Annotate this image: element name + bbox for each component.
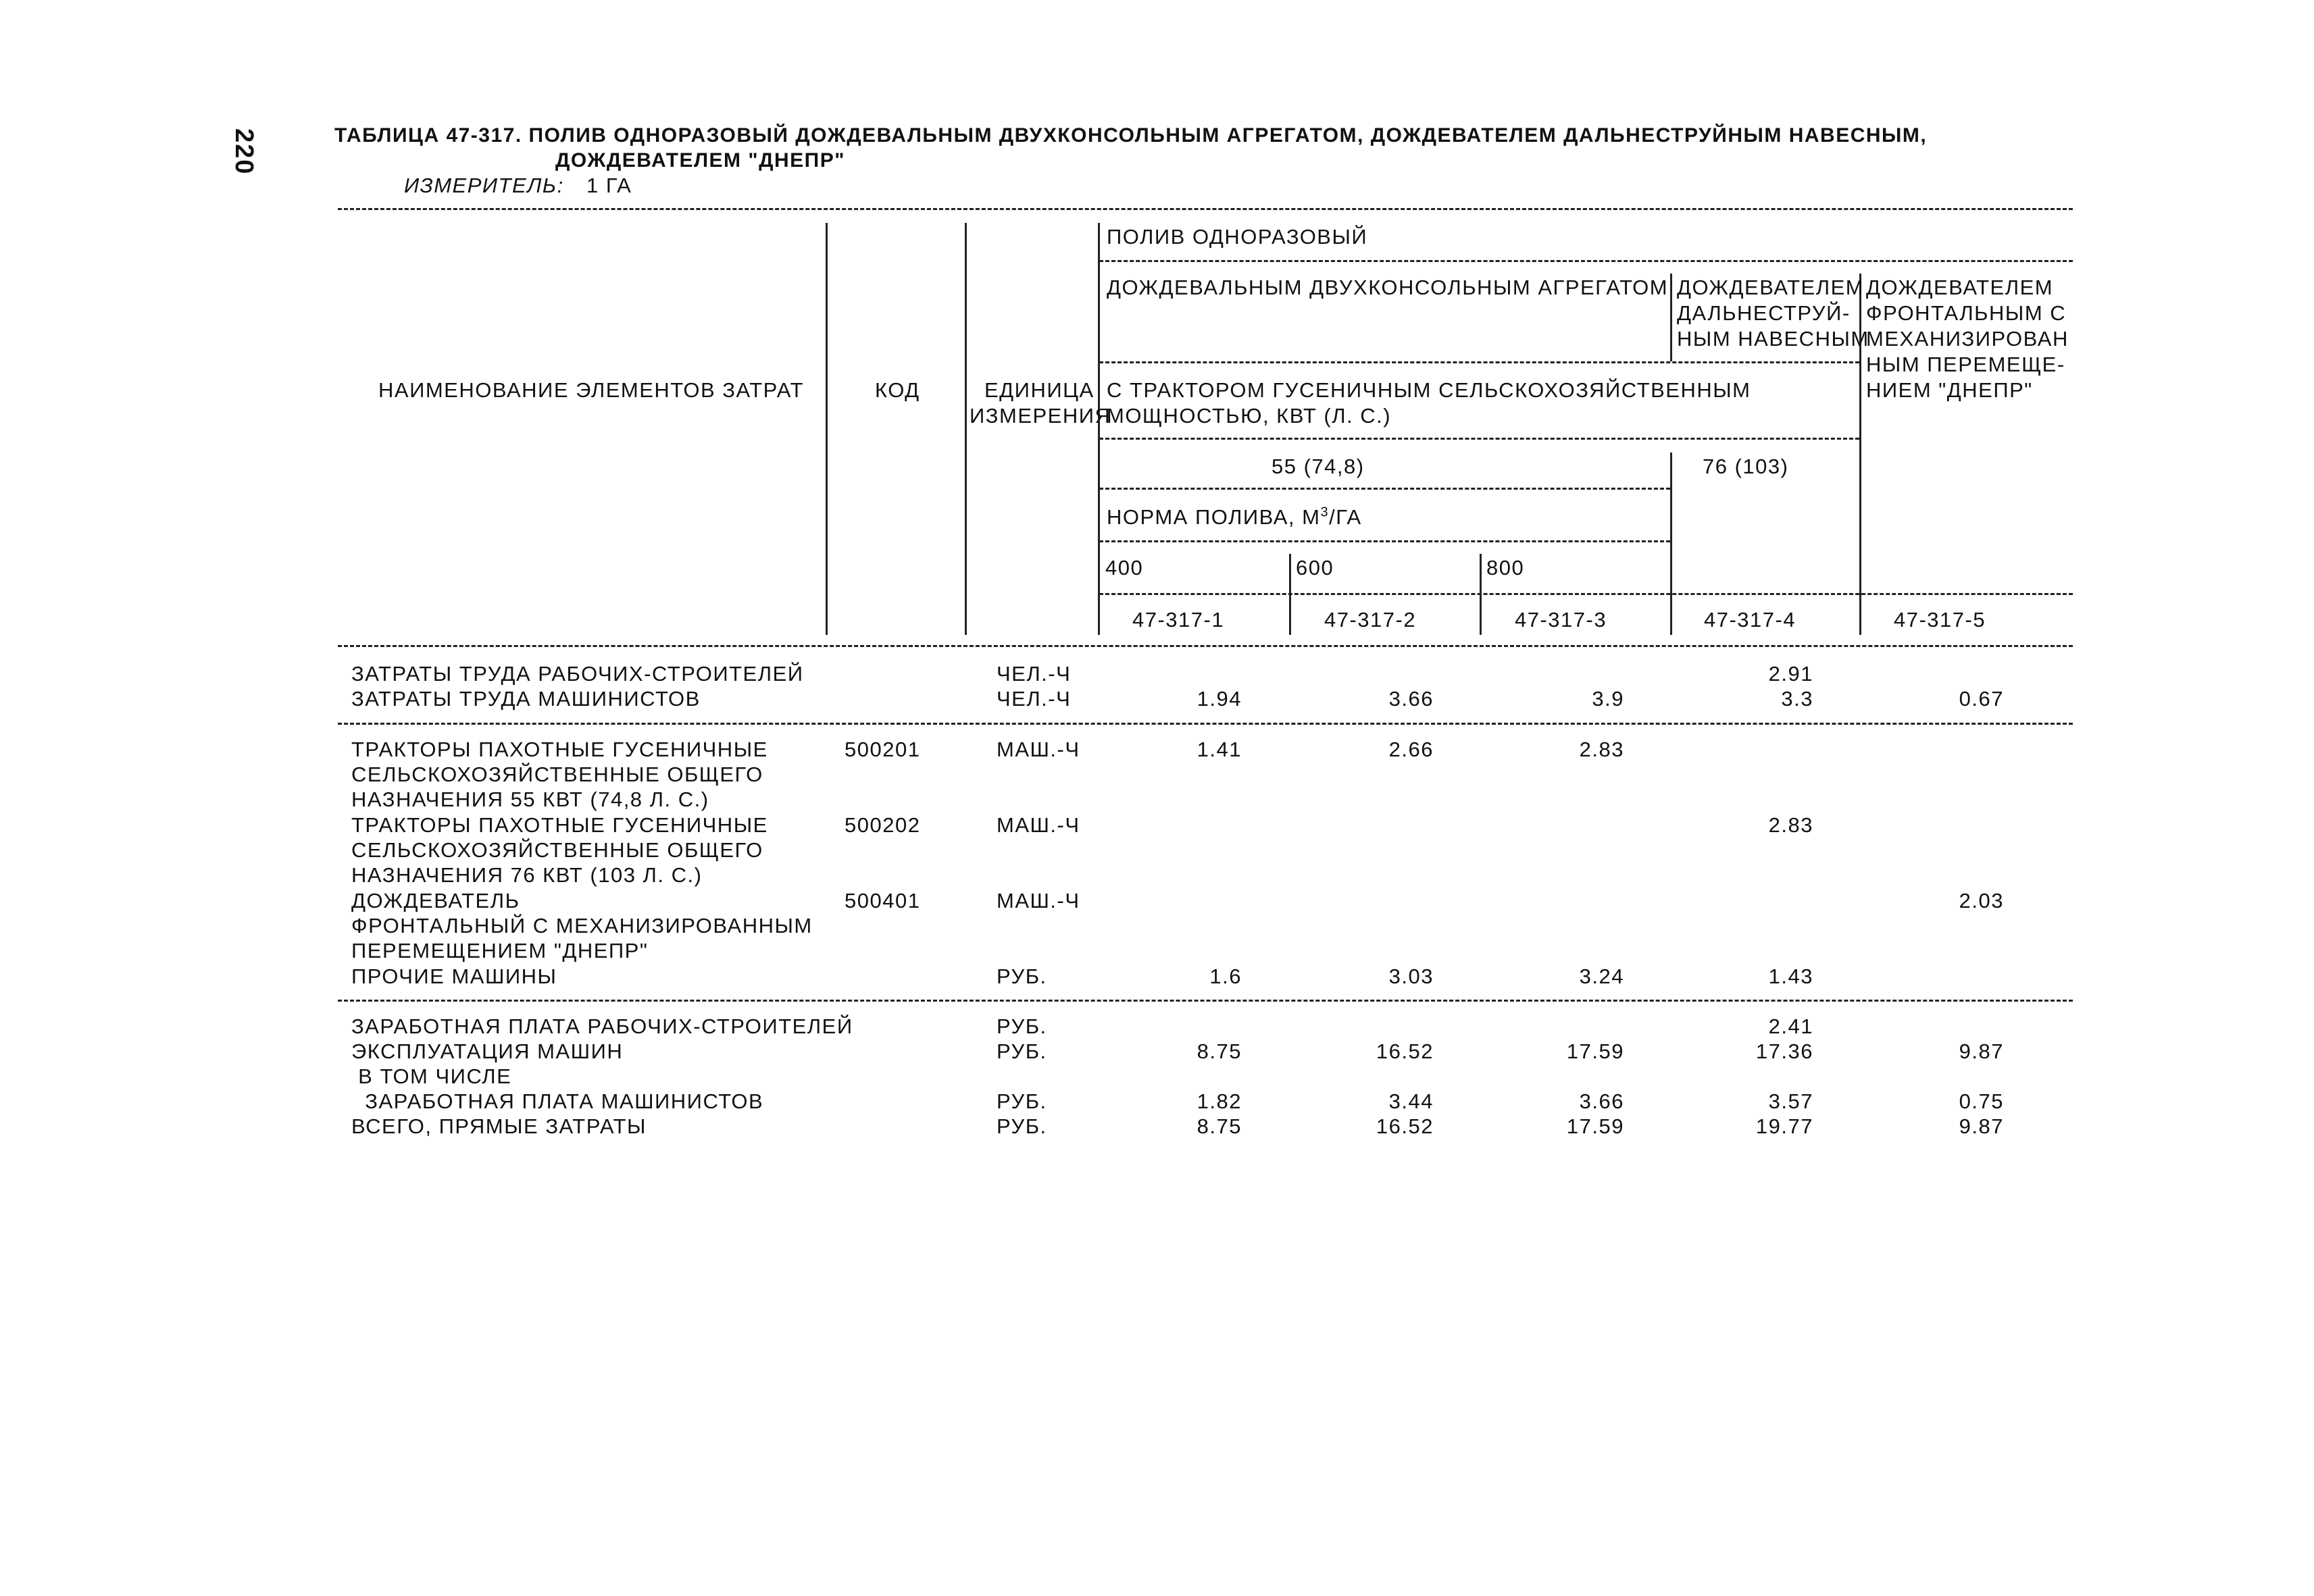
header-tractor-line2: МОЩНОСТЬЮ, КВТ (Л. С.)	[1107, 404, 1392, 428]
row-unit: ЧЕЛ.-Ч	[997, 662, 1072, 686]
header-norm-400: 400	[1105, 556, 1144, 580]
row-code: 500401	[845, 889, 921, 912]
section-rule	[338, 723, 2073, 725]
row-value: 3.9	[1592, 687, 1624, 711]
row-value: 0.67	[1959, 687, 2004, 711]
row-name: ТРАКТОРЫ ПАХОТНЫЕ ГУСЕНИЧНЫЕ	[351, 738, 768, 761]
header-rule-codes	[1099, 593, 2073, 595]
row-name: ЗАРАБОТНАЯ ПЛАТА РАБОЧИХ-СТРОИТЕЛЕЙ	[351, 1014, 853, 1038]
row-name: НАЗНАЧЕНИЯ 55 КВТ (74,8 Л. С.)	[351, 788, 709, 811]
header-norm-800: 800	[1486, 556, 1525, 580]
row-value: 1.43	[1768, 964, 1813, 988]
row-code: 500202	[845, 813, 921, 837]
row-value: 16.52	[1376, 1114, 1434, 1138]
header-rule-normvals	[1099, 540, 1670, 542]
header-top-rule	[338, 208, 2073, 210]
header-name-col: НАИМЕНОВАНИЕ ЭЛЕМЕНТОВ ЗАТРАТ	[378, 378, 804, 402]
row-value: 2.03	[1959, 889, 2004, 912]
header-sub3-line: НИЕМ "ДНЕПР"	[1866, 378, 2033, 402]
header-rule-power	[1099, 438, 1859, 440]
row-value: 9.87	[1959, 1114, 2004, 1138]
header-unit-col-2: ИЗМЕРЕНИЯ	[970, 404, 1111, 428]
header-power-55: 55 (74,8)	[1272, 455, 1365, 478]
row-value: 19.77	[1755, 1114, 1813, 1138]
header-divider-sub2	[1670, 274, 1672, 361]
row-name: ЗАТРАТЫ ТРУДА РАБОЧИХ-СТРОИТЕЛЕЙ	[351, 662, 804, 686]
header-code-1: 47-317-1	[1132, 608, 1225, 632]
row-value: 8.75	[1197, 1039, 1242, 1063]
measure-value: 1 ГА	[586, 174, 632, 197]
row-value: 17.36	[1755, 1039, 1813, 1063]
row-value: 3.44	[1388, 1089, 1434, 1113]
row-value: 2.66	[1388, 738, 1434, 761]
header-group-title: ПОЛИВ ОДНОРАЗОВЫЙ	[1107, 225, 1368, 249]
header-norm-600: 600	[1296, 556, 1334, 580]
row-value: 3.24	[1579, 964, 1624, 988]
row-unit: МАШ.-Ч	[997, 738, 1080, 761]
row-code: 500201	[845, 738, 921, 761]
header-unit-col-1: ЕДИНИЦА	[984, 378, 1095, 402]
row-unit: ЧЕЛ.-Ч	[997, 687, 1072, 711]
header-norm-label: НОРМА ПОЛИВА, $М^3/ГА$	[1107, 505, 1362, 529]
row-name: ЗАТРАТЫ ТРУДА МАШИНИСТОВ	[351, 687, 701, 711]
row-value: 2.83	[1579, 738, 1624, 761]
row-value: 3.66	[1388, 687, 1434, 711]
header-power-76: 76 (103)	[1703, 455, 1789, 478]
row-unit: РУБ.	[997, 1039, 1047, 1063]
row-value: 0.75	[1959, 1089, 2004, 1113]
row-value: 3.57	[1768, 1089, 1813, 1113]
row-name: ВСЕГО, ПРЯМЫЕ ЗАТРАТЫ	[351, 1114, 647, 1138]
row-name: ДОЖДЕВАТЕЛЬ	[351, 889, 520, 912]
section-rule	[338, 1000, 2073, 1002]
header-code-5: 47-317-5	[1894, 608, 1986, 632]
table-title-line2: ДОЖДЕВАТЕЛЕМ "ДНЕПР"	[555, 149, 845, 172]
header-sub2-line: ДАЛЬНЕСТРУЙ-	[1677, 301, 1851, 325]
header-sub3-line: ФРОНТАЛЬНЫМ С	[1866, 301, 2067, 325]
header-bottom-rule	[338, 645, 2073, 647]
row-value: 3.66	[1579, 1089, 1624, 1113]
row-value: 9.87	[1959, 1039, 2004, 1063]
row-name: СЕЛЬСКОХОЗЯЙСТВЕННЫЕ ОБЩЕГО	[351, 838, 763, 862]
row-value: 2.91	[1768, 662, 1813, 686]
row-value: 17.59	[1566, 1114, 1624, 1138]
row-name: В ТОМ ЧИСЛЕ	[351, 1064, 512, 1088]
row-name: ЗАРАБОТНАЯ ПЛАТА МАШИНИСТОВ	[351, 1089, 764, 1113]
row-value: 3.03	[1388, 964, 1434, 988]
header-sub3-line: МЕХАНИЗИРОВАН	[1866, 327, 2069, 351]
row-unit: РУБ.	[997, 1089, 1047, 1113]
table-title-line1: ТАБЛИЦА 47-317. ПОЛИВ ОДНОРАЗОВЫЙ ДОЖДЕВАЛЬНЫМ ДВУХКОНСОЛЬНЫМ АГРЕГАТОМ, ДОЖДЕВАТЕЛЕМ ДАЛЬНЕСТРУЙНЫМ НАВЕСНЫМ,	[334, 124, 1928, 147]
header-divider-unit	[1098, 223, 1100, 635]
row-unit: РУБ.	[997, 1014, 1047, 1038]
row-name: ТРАКТОРЫ ПАХОТНЫЕ ГУСЕНИЧНЫЕ	[351, 813, 768, 837]
row-value: 17.59	[1566, 1039, 1624, 1063]
header-divider-name	[826, 223, 828, 635]
header-rule-group	[1099, 260, 2073, 262]
row-unit: РУБ.	[997, 964, 1047, 988]
page-number: 220	[230, 128, 258, 176]
row-unit: МАШ.-Ч	[997, 889, 1080, 912]
header-sub1-title: ДОЖДЕВАЛЬНЫМ ДВУХКОНСОЛЬНЫМ АГРЕГАТОМ	[1107, 276, 1669, 299]
header-rule-tractor	[1099, 361, 1859, 363]
row-value: 1.41	[1197, 738, 1242, 761]
row-value: 1.6	[1209, 964, 1242, 988]
row-value: 3.3	[1781, 687, 1813, 711]
row-name: ФРОНТАЛЬНЫЙ С МЕХАНИЗИРОВАННЫМ	[351, 914, 813, 937]
header-code-2: 47-317-2	[1324, 608, 1417, 632]
row-name: ПЕРЕМЕЩЕНИЕМ "ДНЕПР"	[351, 939, 649, 962]
row-value: 16.52	[1376, 1039, 1434, 1063]
header-tractor-line1: С ТРАКТОРОМ ГУСЕНИЧНЫМ СЕЛЬСКОХОЗЯЙСТВЕННЫМ	[1107, 378, 1751, 402]
header-sub2-line: НЫМ НАВЕСНЫМ	[1677, 327, 1869, 351]
header-divider-code	[965, 223, 967, 635]
header-code-4: 47-317-4	[1704, 608, 1796, 632]
row-value: 2.41	[1768, 1014, 1813, 1038]
row-unit: МАШ.-Ч	[997, 813, 1080, 837]
row-value: 1.94	[1197, 687, 1242, 711]
row-value: 8.75	[1197, 1114, 1242, 1138]
header-divider-power	[1670, 453, 1672, 635]
row-value: 2.83	[1768, 813, 1813, 837]
measure-label: ИЗМЕРИТЕЛЬ:	[404, 174, 564, 197]
row-name: ПРОЧИЕ МАШИНЫ	[351, 964, 557, 988]
header-sub3-line: НЫМ ПЕРЕМЕЩЕ-	[1866, 353, 2065, 376]
header-rule-norm	[1099, 488, 1670, 490]
row-name: ЭКСПЛУАТАЦИЯ МАШИН	[351, 1039, 624, 1063]
header-sub2-line: ДОЖДЕВАТЕЛЕМ	[1677, 276, 1865, 299]
row-name: СЕЛЬСКОХОЗЯЙСТВЕННЫЕ ОБЩЕГО	[351, 763, 763, 786]
row-name: НАЗНАЧЕНИЯ 76 КВТ (103 Л. С.)	[351, 863, 703, 887]
row-value: 1.82	[1197, 1089, 1242, 1113]
header-code-col: КОД	[875, 378, 920, 402]
header-code-3: 47-317-3	[1515, 608, 1607, 632]
header-sub3-line: ДОЖДЕВАТЕЛЕМ	[1866, 276, 2054, 299]
row-unit: РУБ.	[997, 1114, 1047, 1138]
